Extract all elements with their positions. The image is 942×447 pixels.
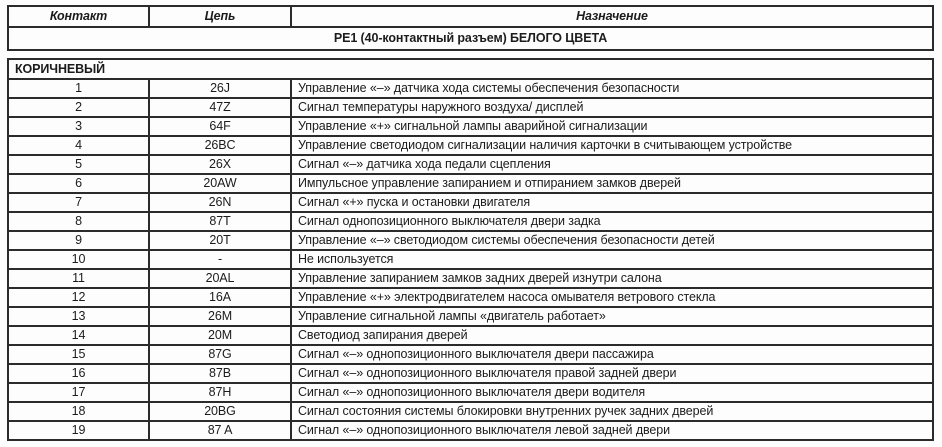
circuit-cell: 20T bbox=[149, 231, 291, 250]
contact-cell: 4 bbox=[8, 136, 149, 155]
circuit-cell: 26N bbox=[149, 193, 291, 212]
purpose-cell: Не используется bbox=[291, 250, 933, 269]
circuit-cell: 87 A bbox=[149, 421, 291, 440]
column-header-row bbox=[8, 6, 933, 27]
circuit-cell: 26J bbox=[149, 79, 291, 98]
purpose-cell: Управление светодиодом сигнализации наличия карточки в считывающем устройстве bbox=[291, 136, 933, 155]
table-row bbox=[8, 98, 933, 117]
section-gap bbox=[7, 51, 934, 58]
contact-cell: 10 bbox=[8, 250, 149, 269]
contact-cell: 3 bbox=[8, 117, 149, 136]
contact-cell: 14 bbox=[8, 326, 149, 345]
purpose-cell: Сигнал «–» однопозиционного выключателя правой задней двери bbox=[291, 364, 933, 383]
contact-cell: 18 bbox=[8, 402, 149, 421]
purpose-cell: Управление сигнальной лампы «двигатель работает» bbox=[291, 307, 933, 326]
purpose-cell: Сигнал состояния системы блокировки внутренних ручек задних дверей bbox=[291, 402, 933, 421]
circuit-cell: 20AW bbox=[149, 174, 291, 193]
table-row bbox=[8, 269, 933, 288]
table-row bbox=[8, 136, 933, 155]
circuit-cell: 20BG bbox=[149, 402, 291, 421]
circuit-cell: 64F bbox=[149, 117, 291, 136]
purpose-cell: Управление «–» датчика хода системы обеспечения безопасности bbox=[291, 79, 933, 98]
purpose-cell: Сигнал температуры наружного воздуха/ дисплей bbox=[291, 98, 933, 117]
contact-cell: 7 bbox=[8, 193, 149, 212]
connector-banner-row bbox=[8, 27, 933, 50]
connector-banner-label: РЕ1 (40-контактный разъем) БЕЛОГО ЦВЕТА bbox=[8, 27, 933, 50]
contact-cell: 6 bbox=[8, 174, 149, 193]
table-row bbox=[8, 307, 933, 326]
circuit-cell: 20M bbox=[149, 326, 291, 345]
table-row bbox=[8, 421, 933, 440]
purpose-cell: Импульсное управление запиранием и отпиранием замков дверей bbox=[291, 174, 933, 193]
circuit-cell: 47Z bbox=[149, 98, 291, 117]
table-row bbox=[8, 193, 933, 212]
circuit-cell: - bbox=[149, 250, 291, 269]
purpose-cell: Сигнал «+» пуска и остановки двигателя bbox=[291, 193, 933, 212]
purpose-cell: Светодиод запирания дверей bbox=[291, 326, 933, 345]
contact-cell: 2 bbox=[8, 98, 149, 117]
circuit-cell: 87T bbox=[149, 212, 291, 231]
pinout-data-table bbox=[7, 58, 934, 441]
wire-color-section-row bbox=[8, 59, 933, 79]
table-row bbox=[8, 174, 933, 193]
contact-cell: 13 bbox=[8, 307, 149, 326]
contact-cell: 19 bbox=[8, 421, 149, 440]
table-row bbox=[8, 364, 933, 383]
table-row bbox=[8, 402, 933, 421]
column-header-purpose: Назначение bbox=[291, 6, 933, 27]
purpose-cell: Сигнал «–» датчика хода педали сцепления bbox=[291, 155, 933, 174]
purpose-cell: Управление «+» сигнальной лампы аварийной сигнализации bbox=[291, 117, 933, 136]
table-row bbox=[8, 212, 933, 231]
table-row bbox=[8, 383, 933, 402]
circuit-cell: 26BC bbox=[149, 136, 291, 155]
circuit-cell: 26M bbox=[149, 307, 291, 326]
circuit-cell: 87G bbox=[149, 345, 291, 364]
purpose-cell: Управление запиранием замков задних дверей изнутри салона bbox=[291, 269, 933, 288]
table-row bbox=[8, 326, 933, 345]
circuit-cell: 20AL bbox=[149, 269, 291, 288]
circuit-cell: 26X bbox=[149, 155, 291, 174]
contact-cell: 1 bbox=[8, 79, 149, 98]
wire-color-section-label: КОРИЧНЕВЫЙ bbox=[8, 59, 933, 79]
circuit-cell: 16A bbox=[149, 288, 291, 307]
circuit-cell: 87H bbox=[149, 383, 291, 402]
contact-cell: 8 bbox=[8, 212, 149, 231]
contact-cell: 12 bbox=[8, 288, 149, 307]
table-row bbox=[8, 345, 933, 364]
purpose-cell: Управление «+» электродвигателем насоса омывателя ветрового стекла bbox=[291, 288, 933, 307]
table-row bbox=[8, 79, 933, 98]
purpose-cell: Сигнал «–» однопозиционного выключателя двери пассажира bbox=[291, 345, 933, 364]
table-row bbox=[8, 155, 933, 174]
purpose-cell: Сигнал однопозиционного выключателя двери задка bbox=[291, 212, 933, 231]
table-row bbox=[8, 231, 933, 250]
table-row bbox=[8, 288, 933, 307]
table-row bbox=[8, 250, 933, 269]
purpose-cell: Сигнал «–» однопозиционного выключателя левой задней двери bbox=[291, 421, 933, 440]
purpose-cell: Сигнал «–» однопозиционного выключателя двери водителя bbox=[291, 383, 933, 402]
table-row bbox=[8, 117, 933, 136]
contact-cell: 15 bbox=[8, 345, 149, 364]
contact-cell: 11 bbox=[8, 269, 149, 288]
contact-cell: 9 bbox=[8, 231, 149, 250]
contact-cell: 16 bbox=[8, 364, 149, 383]
contact-cell: 17 bbox=[8, 383, 149, 402]
column-header-contact: Контакт bbox=[8, 6, 149, 27]
column-header-circuit: Цепь bbox=[149, 6, 291, 27]
circuit-cell: 87B bbox=[149, 364, 291, 383]
purpose-cell: Управление «–» светодиодом системы обеспечения безопасности детей bbox=[291, 231, 933, 250]
pinout-header-table bbox=[7, 5, 934, 51]
contact-cell: 5 bbox=[8, 155, 149, 174]
